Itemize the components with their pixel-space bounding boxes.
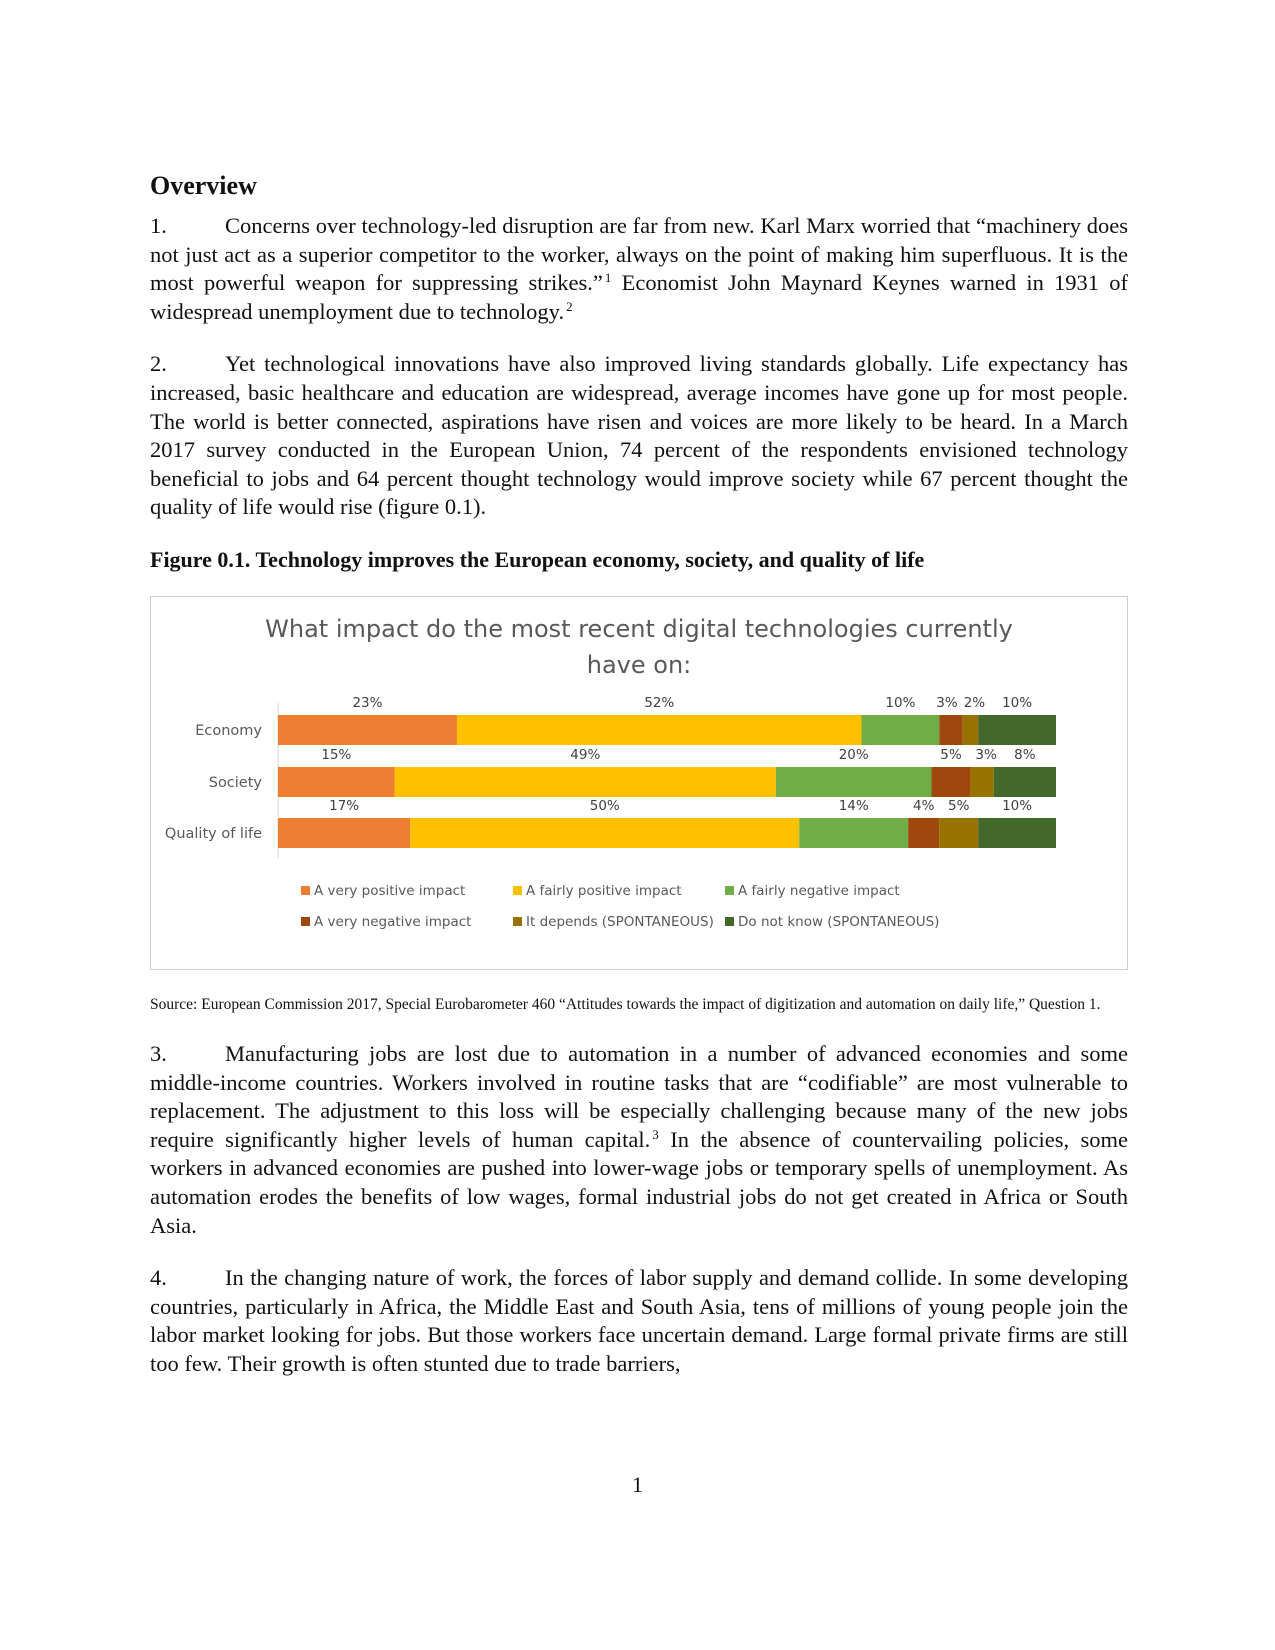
- legend-label: A very negative impact: [314, 913, 472, 930]
- legend-label: Do not know (SPONTANEOUS): [738, 913, 940, 930]
- paragraph-text: Economist John Maynard Keynes warned in 1931 of widespread unemployment due to technology.: [150, 270, 1129, 324]
- paragraph-text: In the changing nature of work, the forces of labor supply and demand collide. In some developing countries, particularly in Africa, the Middle East and South Asia, tens of millions of young people join the labor market looking for jobs. But those workers face uncertain demand. Large formal private firms are still too few. Their growth is often stunted due to trade barriers,: [150, 1265, 1128, 1376]
- chart-canvas: [151, 597, 1127, 969]
- legend-swatch: [513, 886, 522, 895]
- data-label: 17%: [329, 797, 360, 814]
- paragraph-number: 2.: [150, 351, 167, 377]
- data-label: 15%: [321, 746, 352, 763]
- data-label: 49%: [570, 746, 601, 763]
- figure-title: Figure 0.1. Technology improves the European economy, society, and quality of life: [150, 546, 925, 572]
- document-page: [150, 170, 1128, 1402]
- legend-label: It depends (SPONTANEOUS): [526, 913, 714, 930]
- bar-segment: [410, 818, 799, 848]
- stacked-bar-chart: [150, 596, 1128, 970]
- bar-segment: [862, 715, 940, 745]
- paragraph-2: [150, 350, 1128, 522]
- data-label: 8%: [1014, 746, 1036, 763]
- data-label: 14%: [838, 797, 869, 814]
- footnote-marker[interactable]: 1: [604, 270, 612, 286]
- footnote-marker[interactable]: 3: [652, 1126, 659, 1142]
- legend-swatch: [301, 917, 310, 926]
- bar-segment: [799, 818, 908, 848]
- paragraph-number: 3.: [150, 1040, 167, 1066]
- paragraph-text: Concerns over technology-led disruption are far from new. Karl Marx worried that “machinery does not just act as a superior competitor to the worker, always on the point of making him superfluous. It is the most powerful weapon for suppressing strikes.”: [150, 213, 1128, 296]
- paragraph-text: Yet technological innovations have also improved living standards globally. Life expectancy has increased, basic healthcare and education are widespread, average incomes have gone up for most people. The world is better connected, aspirations have risen and voices are more likely to be heard. In a March 2017 survey conducted in the European Union, 74 percent of the respondents envisioned technology beneficial to jobs and 64 percent thought technology would improve society while 67 percent thought the quality of life would rise (figure 0.1).: [150, 351, 1128, 520]
- chart-title-line: have on:: [586, 650, 692, 679]
- data-label: 10%: [1002, 797, 1033, 814]
- legend-label: A very positive impact: [314, 882, 466, 899]
- paragraph-4: [150, 1264, 1128, 1378]
- data-label: 23%: [352, 694, 383, 711]
- data-label: 3%: [975, 746, 997, 763]
- data-label: 50%: [589, 797, 620, 814]
- paragraph-3: [150, 1040, 1128, 1240]
- data-label: 10%: [885, 694, 916, 711]
- legend-swatch: [725, 886, 734, 895]
- data-label: 5%: [948, 797, 970, 814]
- bar-segment: [994, 767, 1056, 797]
- data-label: 4%: [913, 797, 935, 814]
- data-label: 3%: [936, 694, 958, 711]
- bar-segment: [939, 818, 978, 848]
- paragraph-1: [150, 212, 1128, 326]
- section-heading: Overview: [150, 171, 257, 200]
- category-label: Society: [208, 774, 262, 791]
- bar-segment: [278, 715, 457, 745]
- data-label: 10%: [1002, 694, 1033, 711]
- legend-label: A fairly negative impact: [738, 882, 900, 899]
- bar-segment: [278, 818, 410, 848]
- paragraph-text: Manufacturing jobs are lost due to automation in a number of advanced economies and some middle-income countries. Workers involved in routine tasks that are “codifiable” are most vulnerable to replacement. The adjustment to this loss will be especially challenging because many of the new jobs require significantly higher levels of human capital.: [150, 1040, 1128, 1152]
- data-label: 52%: [644, 694, 675, 711]
- paragraph-number: 4.: [150, 1265, 167, 1291]
- bar-segment: [970, 767, 993, 797]
- data-label: 5%: [940, 746, 962, 763]
- paragraph-number: 1.: [150, 213, 167, 238]
- legend-swatch: [513, 917, 522, 926]
- category-label: Economy: [195, 722, 262, 739]
- bar-segment: [776, 767, 932, 797]
- bar-segment: [963, 715, 979, 745]
- bar-segment: [457, 715, 862, 745]
- chart-title-line: What impact do the most recent digital technologies currently: [265, 614, 1013, 643]
- category-label: Quality of life: [164, 825, 262, 842]
- data-label: 20%: [838, 746, 869, 763]
- legend-label: A fairly positive impact: [526, 882, 682, 899]
- bar-segment: [908, 818, 939, 848]
- legend-swatch: [725, 917, 734, 926]
- legend-swatch: [301, 886, 310, 895]
- paragraph-text: In the absence of countervailing policies, some workers in advanced economies are pushed into lower-wage jobs or temporary spells of unemployment. As automation erodes the benefits of low wages, formal industrial jobs do not get created in Africa or South Asia.: [150, 1126, 1128, 1238]
- footnote-marker[interactable]: 2: [566, 298, 573, 314]
- figure-source: Source: European Commission 2017, Special Eurobarometer 460 “Attitudes towards the impact of digitization and automation on daily life,” Question 1.: [150, 995, 1101, 1013]
- page-number: 1: [632, 1472, 643, 1497]
- data-label: 2%: [963, 694, 986, 711]
- bar-segment: [939, 715, 962, 745]
- bar-segment: [978, 818, 1056, 848]
- bar-segment: [932, 767, 971, 797]
- bar-segment: [978, 715, 1056, 745]
- bar-segment: [278, 767, 395, 797]
- bar-segment: [395, 767, 776, 797]
